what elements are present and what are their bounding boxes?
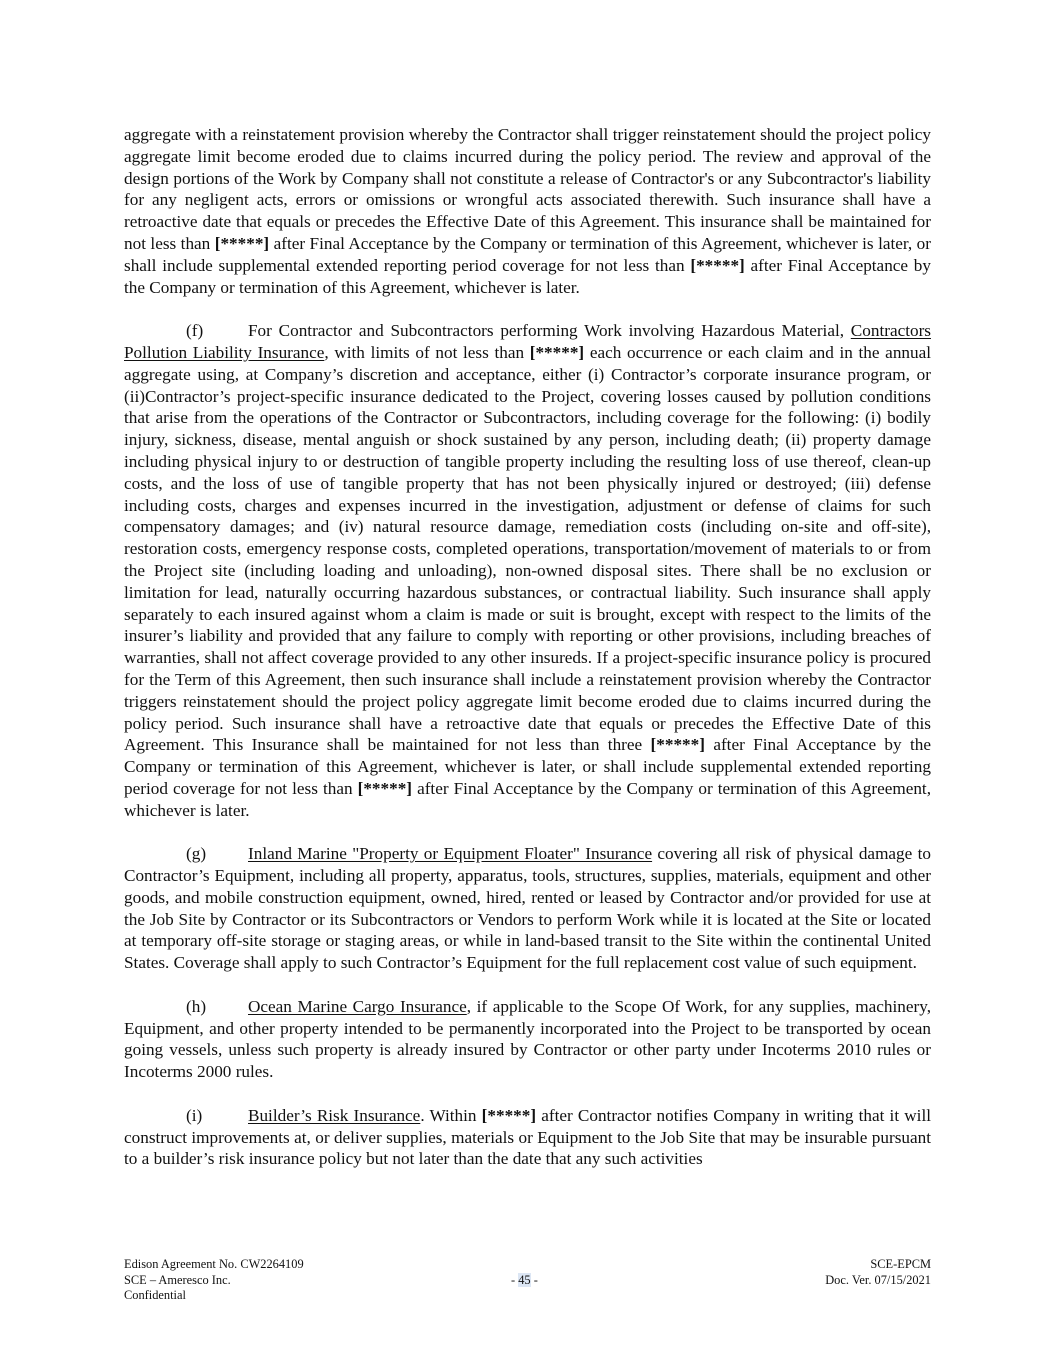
redacted-value: [*****] — [357, 778, 413, 798]
footer-left — [124, 1257, 304, 1304]
redacted-value: [*****] — [690, 255, 745, 275]
paragraph-label: (i) — [186, 1105, 203, 1125]
paragraph-text: after Final Acceptance by the Company or termination of this Agreement, whichever is later. — [124, 255, 931, 297]
redacted-value: [*****] — [481, 1105, 537, 1125]
page-number-suffix: - — [530, 1272, 538, 1287]
page-number-prefix: - — [511, 1272, 519, 1287]
agreement-parties: SCE – Ameresco Inc. — [124, 1272, 231, 1287]
paragraph-text: . Within — [420, 1105, 482, 1125]
paragraph-label: (f) — [186, 321, 204, 341]
paragraph-text: aggregate with a reinstatement provision whereby the Contractor shall trigger reinstatement should the project policy aggregate limit become eroded due to claims incurred during the policy period. The review and approval of the design portions of the Work by Company shall not constitute a release of Contractor's or any Subcontractor's liability for any negligent acts, errors or omissions or wrongful acts associated therewith. Such insurance shall have a retroactive date that equals or precedes the Effective Date of this Agreement. This insurance shall be maintained for not less than — [124, 125, 931, 253]
paragraph-g — [124, 843, 931, 974]
paragraph-f — [124, 320, 931, 821]
paragraph-text: after Final Acceptance by the Company or termination of this Agreement, whichever is later, or shall include supplemental extended reporting period coverage for not less than — [124, 233, 931, 275]
confidential-label: Confidential — [124, 1288, 186, 1302]
agreement-number: Edison Agreement No. CW2264109 — [124, 1257, 304, 1271]
paragraph-text: , with limits of not less than — [324, 342, 530, 362]
paragraph-text: For Contractor and Subcontractors performing Work involving Hazardous Material, — [248, 321, 851, 341]
redacted-value: [*****] — [529, 342, 585, 362]
paragraph-text: , if applicable to the Scope Of Work, for any supplies, machinery, Equipment, and other property intended to be permanently incorporated into the Project to be transported by ocean going vessels, unless such property is already insured by Contractor or other party under Incoterms 2010 rules or Incoterms 2000 rules. — [124, 996, 931, 1082]
paragraph-h — [124, 996, 931, 1083]
redacted-value: [*****] — [650, 735, 705, 755]
page-number — [511, 1273, 538, 1289]
paragraph-text: each occurrence or each claim and in the annual aggregate using, at Company’s discretion and acceptance, either (i) Contractor’s corporate insurance program, or (ii)Contractor’s project-specific insurance dedicated to the Project, covering losses caused by pollution conditions that arise from the operations of the Contractor or Subcontractors, including coverage for the following: (i) bodily injury, sickness, disease, mental anguish or shock sustained by any person, including death; (ii) property damage including physical injury to or destruction of tangible property including the resulting loss of use thereof, clean-up costs, and the loss of use of tangible property that has not been physically injured or destroyed; (iii) defense including costs, charges and expenses incurred in the investigation, adjustment or defense of claims for such compensatory damages; and (iv) natural resource damage, remediation costs (including on-site and off-site), restoration costs, emergency response costs, completed operations, transportation/movement of materials to or from the Project site (including loading and unloading), non-owned disposal sites. There shall be no exclusion or limitation for lead, naturally occurring hazardous substances, or contractual liability. Such insurance shall apply separately to each insured against whom a claim is made or suit is brought, except with respect to the limits of the insurer’s liability and provided that any failure to comply with reporting or other provisions, including breaches of warranties, shall not affect coverage provided to any other insureds. If a project-specific insurance policy is procured for the Term of this Agreement, then such insurance shall include a reinstatement provision whereby the Contractor triggers reinstatement should the project policy aggregate limit become eroded due to claims incurred during the policy period. Such insurance shall have a retroactive date that equals or precedes the Effective Date of this Agreement. This Insurance shall be maintained for not less than three — [124, 342, 932, 755]
section-heading: Inland Marine "Property or Equipment Floater" Insurance — [248, 844, 653, 864]
paragraph-label: (g) — [186, 844, 207, 864]
paragraph-text: covering all risk of physical damage to Contractor’s Equipment, including all property, apparatus, tools, structures, supplies, materials, equipment and other goods, and mobile construction equipment, owned, hired, rented or leased by Contractor and/or provided for use at the Job Site by Contractor or its Subcontractors or Vendors to perform Work while it is located at the Site or located at temporary off-site storage or staging areas, or while in land-based transit to the Site within the continental United States. Coverage shall apply to such Contractor’s Equipment for the full replacement cost value of such equipment. — [124, 844, 931, 973]
footer-right — [825, 1257, 931, 1288]
paragraph-text: after Contractor notifies Company in writing that it will construct improvements at, or deliver supplies, materials or Equipment to the Job Site that may be insurable pursuant to a builder’s risk insurance policy but not later than the date that any such activities — [124, 1105, 931, 1169]
paragraph-label: (h) — [186, 996, 207, 1016]
document-body — [124, 124, 931, 1192]
document-type: SCE-EPCM — [870, 1257, 931, 1271]
paragraph-e-continued — [124, 124, 931, 298]
section-heading: Ocean Marine Cargo Insurance — [248, 996, 467, 1016]
paragraph-text: after Final Acceptance by the Company or termination of this Agreement, whichever is later. — [124, 778, 931, 820]
section-heading: Builder’s Risk Insurance — [248, 1105, 421, 1125]
paragraph-i — [124, 1105, 931, 1170]
document-version: Doc. Ver. 07/15/2021 — [825, 1272, 931, 1287]
section-heading: Contractors Pollution Liability Insurance — [124, 321, 931, 362]
redacted-value: [*****] — [214, 233, 270, 253]
paragraph-text: after Final Acceptance by the Company or termination of this Agreement, whichever is later, or shall include supplemental extended reporting period coverage for not less than — [124, 735, 931, 798]
page-number-value: 45 — [518, 1272, 531, 1287]
